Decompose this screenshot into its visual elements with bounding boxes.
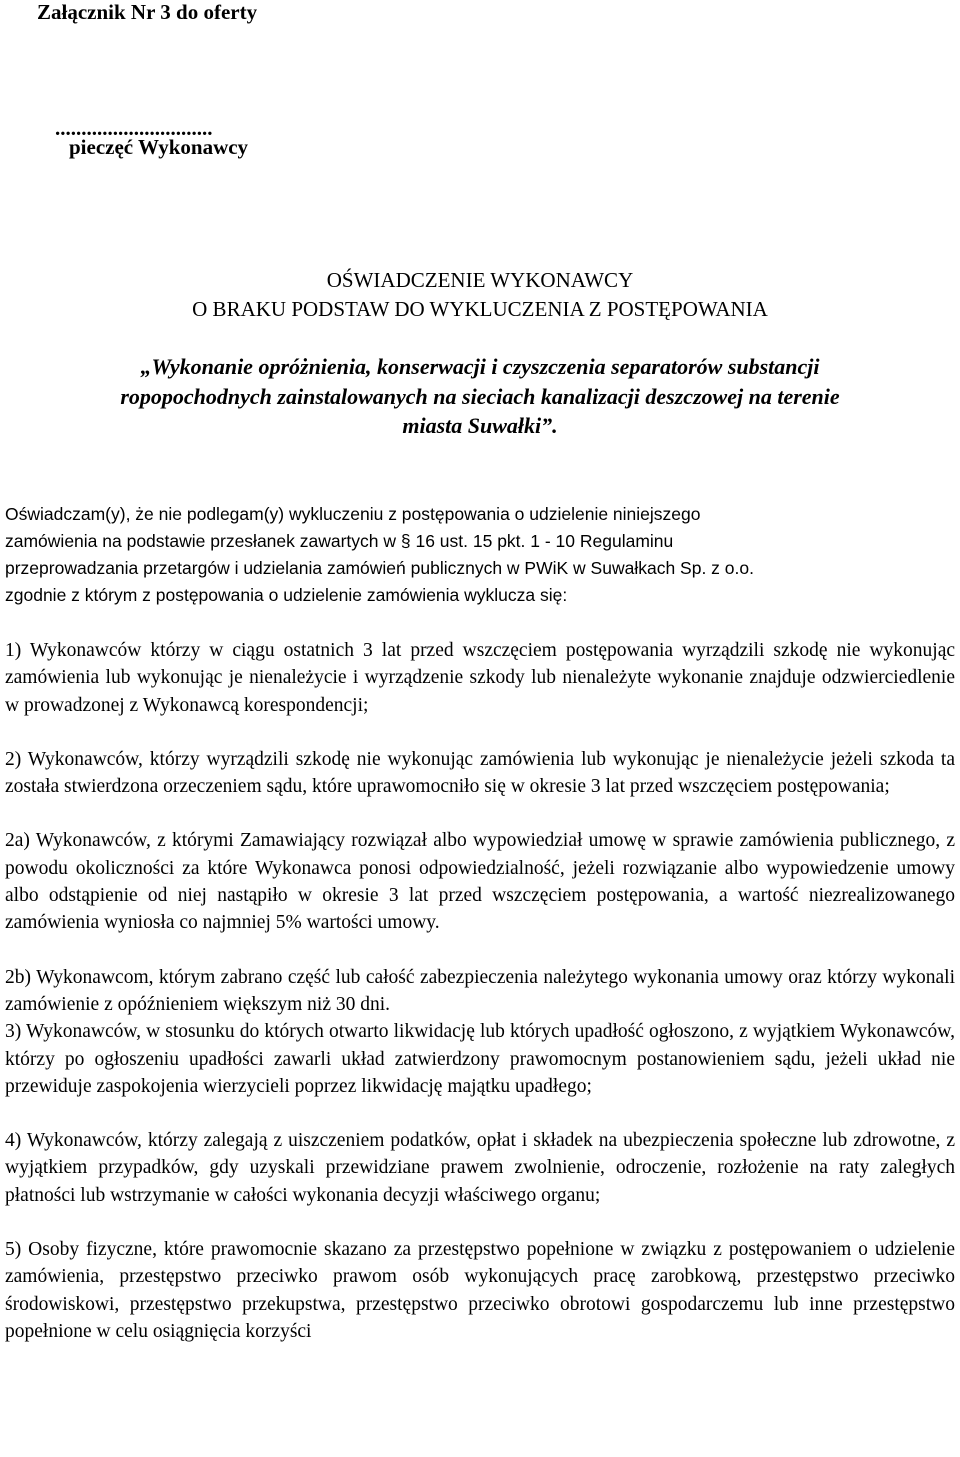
stamp-dots: .............................. — [55, 116, 213, 140]
intro-line: zamówienia na podstawie przesłanek zawartych w § 16 ust. 15 pkt. 1 - 10 Regulaminu — [5, 531, 674, 551]
condition-item: 3) Wykonawców, w stosunku do których otwarto likwidację lub których upadłość ogłoszono, z wyjątkiem Wykonawców, którzy po ogłoszeniu upadłości zawarli układ zatwierdzony prawomocnym postanowieniem sądu, jeżeli układ nie przewiduje zaspokojenia wierzycieli poprzez likwidację majątku upadłego; — [5, 1021, 955, 1097]
condition-item: 2b) Wykonawcom, którym zabrano część lub całość zabezpieczenia należytego wykonania umowy oraz którzy wykonali zamówienie z opóźnieniem większym niż 30 dni. — [5, 966, 955, 1015]
declaration-intro — [5, 501, 955, 609]
stamp-label: pieczęć Wykonawcy — [69, 135, 249, 159]
subject-line: miasta Suwałki”. — [402, 413, 558, 438]
intro-line: zgodnie z którym z postępowania o udzielenie zamówienia wyklucza się: — [5, 585, 568, 605]
condition-item: 2a) Wykonawców, z którymi Zamawiający rozwiązał albo wypowiedział umowę w sprawie zamówienia publicznego, z powodu okoliczności za które Wykonawca ponosi odpowiedzialność, jeżeli rozwiązanie albo wypowiedzenie umowy albo odstąpienie od niej nastąpiło w okresie 3 lat przed wszczęciem postępowania, a wartość niezrealizowanego zamówienia wyniosła co najmniej 5% wartości umowy. — [5, 830, 955, 934]
attachment-title: Załącznik Nr 3 do oferty — [37, 0, 258, 24]
condition-item: 1) Wykonawców którzy w ciągu ostatnich 3 lat przed wszczęciem postępowania wyrządzili szkodę nie wykonując zamówienia lub wykonując je nienależycie i wyrządzenie szkody lub nienależyte wykonanie znajduje odzwierciedlenie w prowadzonej z Wykonawcą korespondencji; — [5, 640, 955, 716]
intro-line: przeprowadzania przetargów i udzielania zamówień publicznych w PWiK w Suwałkach Sp. z o.o. — [5, 558, 754, 578]
subject-line: ropopochodnych zainstalowanych na sieciach kanalizacji deszczowej na terenie — [120, 383, 840, 409]
exclusion-conditions — [5, 637, 955, 1345]
document-title-line1: OŚWIADCZENIE WYKONAWCY — [326, 268, 634, 292]
intro-line: Oświadczam(y), że nie podlegam(y) wykluczeniu z postępowania o udzielenie niniejszego — [5, 504, 701, 524]
condition-item: 4) Wykonawców, którzy zalegają z uiszczeniem podatków, opłat i składek na ubezpieczenia społeczne lub zdrowotne, z wyjątkiem przypadków, gdy uzyskali przewidziane prawem zwolnienie, odroczenie, rozłożenie na raty zaległych płatności lub wstrzymanie w całości wykonania decyzji właściwego organu; — [5, 1130, 955, 1206]
document-title-line2: O BRAKU PODSTAW DO WYKLUCZENIA Z POSTĘPOWANIA — [192, 297, 768, 321]
subject-line: „Wykonanie opróżnienia, konserwacji i czyszczenia separatorów substancji — [140, 354, 820, 379]
condition-item: 2) Wykonawców, którzy wyrządzili szkodę nie wykonując zamówienia lub wykonując je nienależycie jeżeli szkoda ta została stwierdzona orzeczeniem sądu, które uprawomocniło się w okresie 3 lat przed wszczęciem postępowania; — [5, 748, 955, 798]
tender-subject — [0, 352, 960, 441]
condition-item: 5) Osoby fizyczne, które prawomocnie skazano za przestępstwo popełnione w związku z postępowaniem o udzielenie zamówienia, przestępstwo przeciwko prawom osób wykonujących pracę zarobkową, przestępstwo przeciwko środowiskowi, przestępstwo przekupstwa, przestępstwo przeciwko obrotowi gospodarczemu lub inne przestępstwo popełnione w celu osiągnięcia korzyści — [5, 1239, 955, 1342]
